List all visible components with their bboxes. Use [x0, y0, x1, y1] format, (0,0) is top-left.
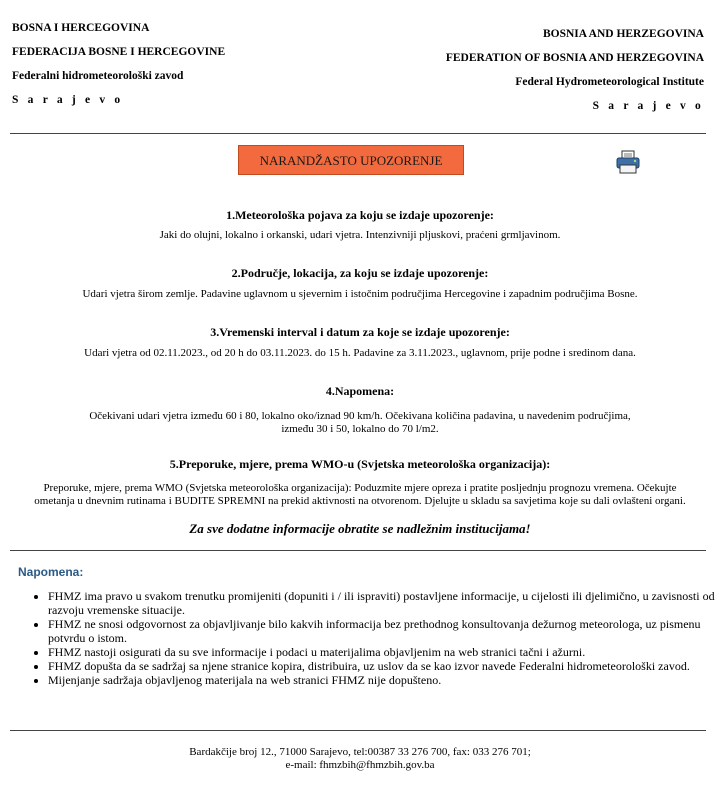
section-4-title: 4.Napomena: — [325, 384, 395, 398]
list-item: • FHMZ dopušta da se sadržaj sa njene stranice kopira, distribuira, uz uslov da se kao izvor navede Federalni hidrometeorološki zavod. — [48, 659, 718, 673]
header-left — [12, 16, 225, 112]
list-item: • FHMZ nastoji osigurati da su sve informacije i podaci u materijalima objavljenim na web stranici tačni i ažurni. — [48, 645, 718, 659]
section-5-body: Preporuke, mjere, prema WMO (Svjetska meteorološka organizacija): Poduzmite mjere opreza i pratite posljednju prognozu vremena. Očekujte ometanja u dnevnim rutinama i BUDITE SPREMNI na prekid aktivnosti na otvorenom. Djelujte u skladu sa savjetima koje su dali ovlašteni organi. — [34, 482, 686, 507]
final-note: Za sve dodatne informacije obratite se nadležnim institucijama! — [189, 521, 531, 536]
content-divider — [10, 550, 706, 551]
section-2-body: Udari vjetra širom zemlje. Padavine uglavnom u sjevernim i istočnim područjima Hercegovine i zapadnim područjima Bosne. — [82, 288, 638, 300]
header-divider — [10, 133, 706, 134]
section-4-body: Očekivani udari vjetra između 60 i 80, lokalno oko/iznad 90 km/h. Očekivana količina padavina, u navedenim područjima, između 30 i 50, lokalno do 70 l/m2. — [89, 410, 631, 435]
header-left-federation: FEDERACIJA BOSNE I HERCEGOVINE — [12, 46, 226, 58]
footer-divider — [10, 730, 706, 731]
section-3-title: 3.Vremenski interval i datum za koje se izdaje upozorenje: — [210, 325, 510, 339]
section-1-title: 1.Meteorološka pojava za koju se izdaje upozorenje: — [226, 208, 494, 222]
list-item: • FHMZ ne snosi odgovornost za objavljivanje bilo kakvih informacija bez prethodnog konsultovanja dežurnog meteorologa, uz pismenu potvrdu o istom. — [48, 617, 718, 645]
footer — [0, 746, 720, 772]
header-right-federation: FEDERATION OF BOSNIA AND HERZEGOVINA — [445, 52, 704, 64]
napomena-title: Napomena: — [18, 565, 84, 579]
section-3-body: Udari vjetra od 02.11.2023., od 20 h do 03.11.2023. do 15 h. Padavine za 3.11.2023., uglavnom, prije podne i sredinom dana. — [84, 347, 636, 359]
footer-address: Bardakčije broj 12., 71000 Sarajevo, tel:00387 33 276 700, fax: 033 276 701; — [189, 746, 531, 758]
napomena-list — [34, 589, 718, 687]
section-1-body: Jaki do olujni, lokalno i orkanski, udari vjetra. Intenzivniji pljuskovi, praćeni grmljavinom. — [159, 229, 561, 241]
section-5-title: 5.Preporuke, mjere, prema WMO-u (Svjetska meteorološka organizacija): — [169, 457, 551, 471]
list-item: • FHMZ ima pravo u svakom trenutku promijeniti (dopuniti i / ili ispraviti) postavljene informacije, u cijelosti ili djelimično, u zavisnosti od razvoju vremenske situacije. — [48, 589, 718, 617]
header-left-city: S a r a j e v o — [12, 94, 124, 106]
warning-level-badge: NARANDŽASTO UPOZORENJE — [238, 145, 464, 175]
header-right-institute: Federal Hydrometeorological Institute — [515, 76, 704, 88]
printer-icon[interactable] — [615, 150, 641, 174]
header-left-country: BOSNA I HERCEGOVINA — [12, 22, 150, 34]
header-right-city: S a r a j e v o — [592, 100, 704, 112]
header-right — [446, 22, 704, 118]
header-left-institute: Federalni hidrometeorološki zavod — [12, 70, 184, 82]
section-2-title: 2.Područje, lokacija, za koju se izdaje upozorenje: — [231, 266, 489, 280]
list-item: • Mijenjanje sadržaja objavljenog materijala na web stranici FHMZ nije dopušteno. — [48, 673, 718, 687]
header-right-country: BOSNIA AND HERZEGOVINA — [542, 28, 704, 40]
footer-email[interactable]: e-mail: fhmzbih@fhmzbih.gov.ba — [285, 759, 435, 771]
